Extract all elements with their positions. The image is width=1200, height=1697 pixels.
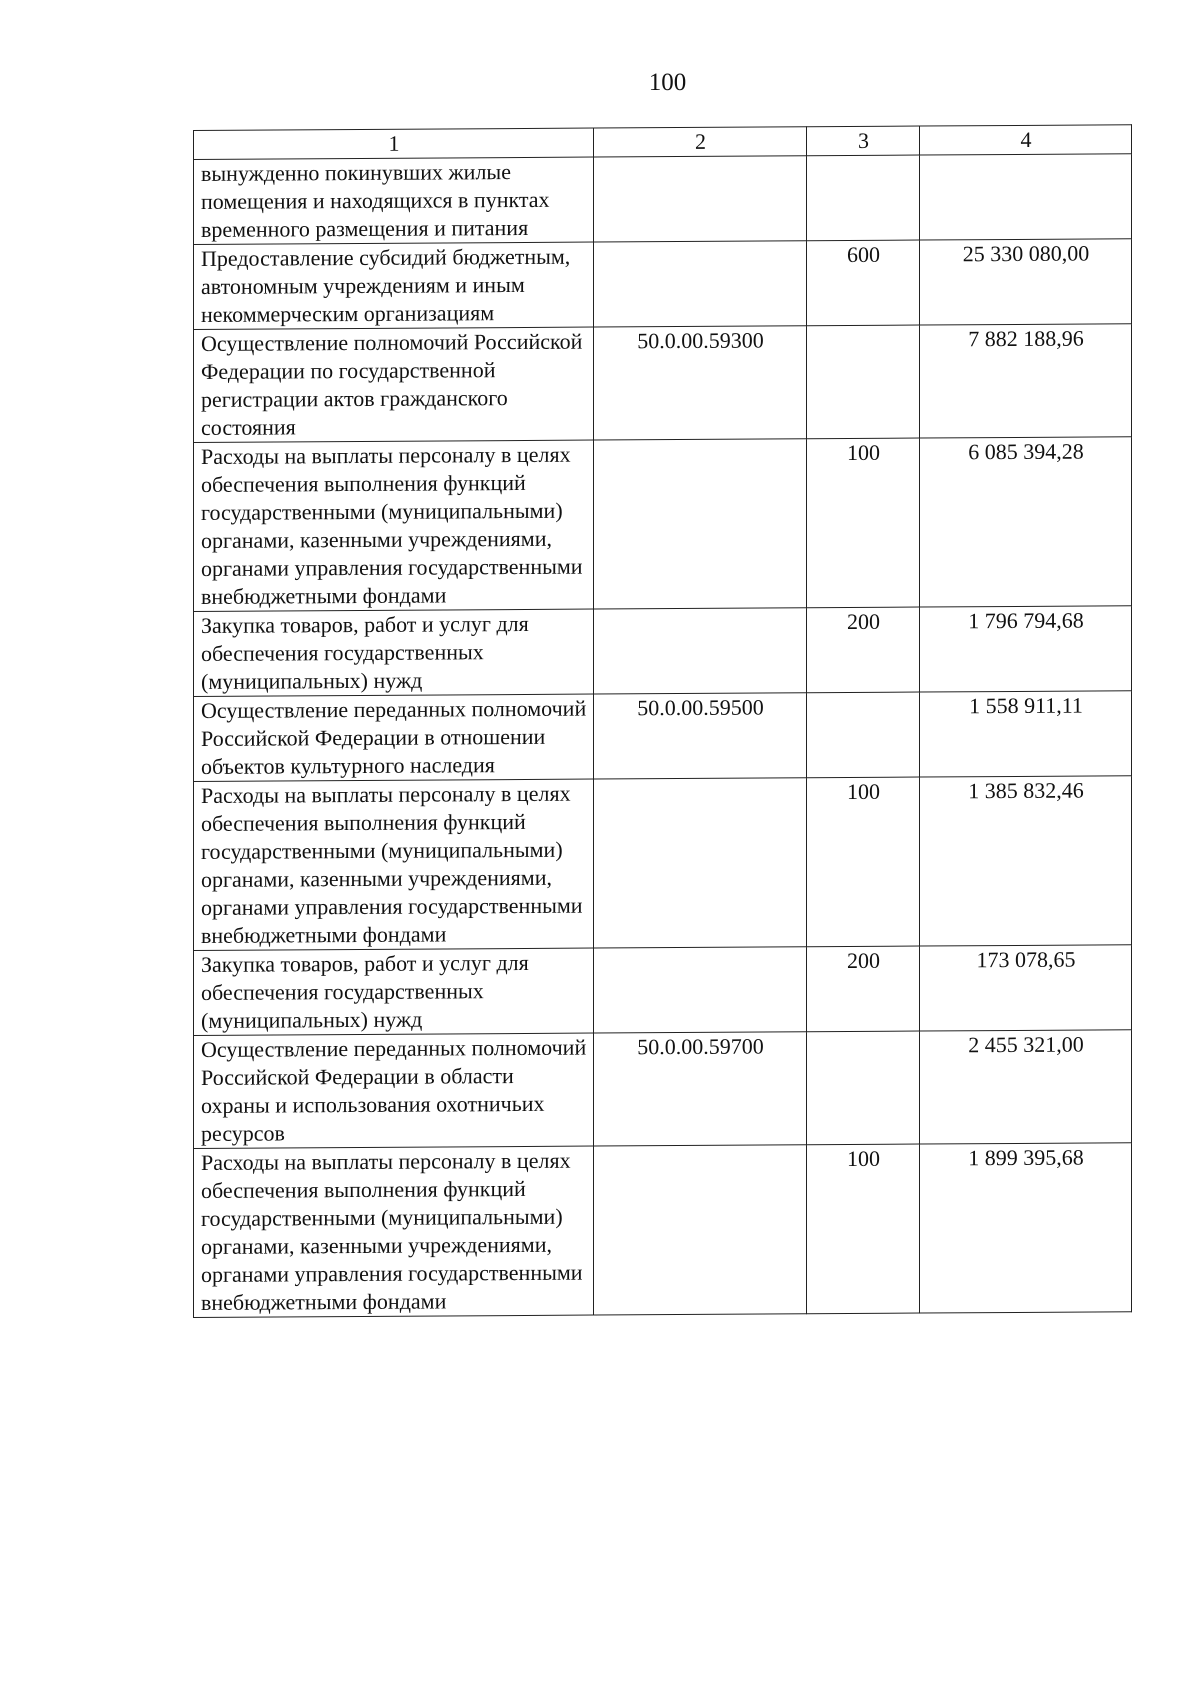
- column-header-2: 2: [594, 127, 807, 157]
- row-amount: 173 078,65: [920, 945, 1132, 1031]
- table-row: [194, 324, 1132, 443]
- row-description: Осуществление переданных полномочий Российской Федерации в отношении объектов культурного наследия: [194, 694, 594, 781]
- row-amount: 1 385 832,46: [920, 776, 1132, 946]
- row-target-code: [594, 1145, 807, 1315]
- row-expense-type: [807, 325, 920, 439]
- table-row: [194, 239, 1132, 330]
- row-amount: 25 330 080,00: [920, 239, 1132, 325]
- row-expense-type: 100: [807, 438, 920, 608]
- row-description: Закупка товаров, работ и услуг для обеспечения государственных (муниципальных) нужд: [194, 609, 594, 696]
- row-expense-type: 100: [807, 1144, 920, 1314]
- row-expense-type: [807, 155, 920, 241]
- row-expense-type: [807, 1031, 920, 1145]
- row-description: Расходы на выплаты персоналу в целях обеспечения выполнения функций государственными (муниципальными) органами, казенными учреждениями, органами управления государственными внебюджетными фондами: [194, 1146, 594, 1317]
- row-expense-type: [807, 692, 920, 778]
- row-amount: 2 455 321,00: [920, 1030, 1132, 1144]
- row-amount: [920, 154, 1132, 240]
- row-target-code: [594, 778, 807, 948]
- row-amount: 6 085 394,28: [920, 437, 1132, 607]
- row-target-code: [594, 156, 807, 242]
- row-amount: 7 882 188,96: [920, 324, 1132, 438]
- row-target-code: [594, 947, 807, 1033]
- row-description: Предоставление субсидий бюджетным, автономным учреждениям и иным некоммерческим организациям: [194, 242, 594, 329]
- table-row: [194, 1030, 1132, 1149]
- row-amount: 1 796 794,68: [920, 606, 1132, 692]
- row-description: Осуществление полномочий Российской Федерации по государственной регистрации актов гражданского состояния: [194, 327, 594, 442]
- row-target-code: [594, 439, 807, 609]
- table-row: [194, 1143, 1132, 1318]
- column-header-1: 1: [194, 128, 594, 159]
- table-row: [194, 606, 1132, 697]
- row-description: Осуществление переданных полномочий Российской Федерации в области охраны и использования охотничьих ресурсов: [194, 1033, 594, 1148]
- table-row: [194, 776, 1132, 951]
- row-description: Закупка товаров, работ и услуг для обеспечения государственных (муниципальных) нужд: [194, 948, 594, 1035]
- row-description: Расходы на выплаты персоналу в целях обеспечения выполнения функций государственными (муниципальными) органами, казенными учреждениями, органами управления государственными внебюджетными фондами: [194, 779, 594, 950]
- row-target-code: 50.0.00.59300: [594, 326, 807, 440]
- column-header-4: 4: [920, 125, 1132, 155]
- row-description: вынужденно покинувших жилые помещения и находящихся в пунктах временного размещения и питания: [194, 157, 594, 244]
- table-row: [194, 691, 1132, 782]
- table-row: [194, 154, 1132, 245]
- row-target-code: [594, 241, 807, 327]
- page-number: 100: [648, 69, 687, 96]
- row-description: Расходы на выплаты персоналу в целях обеспечения выполнения функций государственными (муниципальными) органами, казенными учреждениями, органами управления государственными внебюджетными фондами: [194, 440, 594, 611]
- table-row: [194, 437, 1132, 612]
- row-expense-type: 200: [807, 607, 920, 693]
- row-amount: 1 899 395,68: [920, 1143, 1132, 1313]
- column-header-3: 3: [807, 126, 920, 156]
- row-expense-type: 600: [807, 240, 920, 326]
- row-expense-type: 100: [807, 777, 920, 947]
- budget-table: [193, 124, 1132, 1318]
- row-expense-type: 200: [807, 946, 920, 1032]
- table-row: [194, 945, 1132, 1036]
- row-amount: 1 558 911,11: [920, 691, 1132, 777]
- row-target-code: 50.0.00.59700: [594, 1032, 807, 1146]
- row-target-code: 50.0.00.59500: [594, 693, 807, 779]
- row-target-code: [594, 608, 807, 694]
